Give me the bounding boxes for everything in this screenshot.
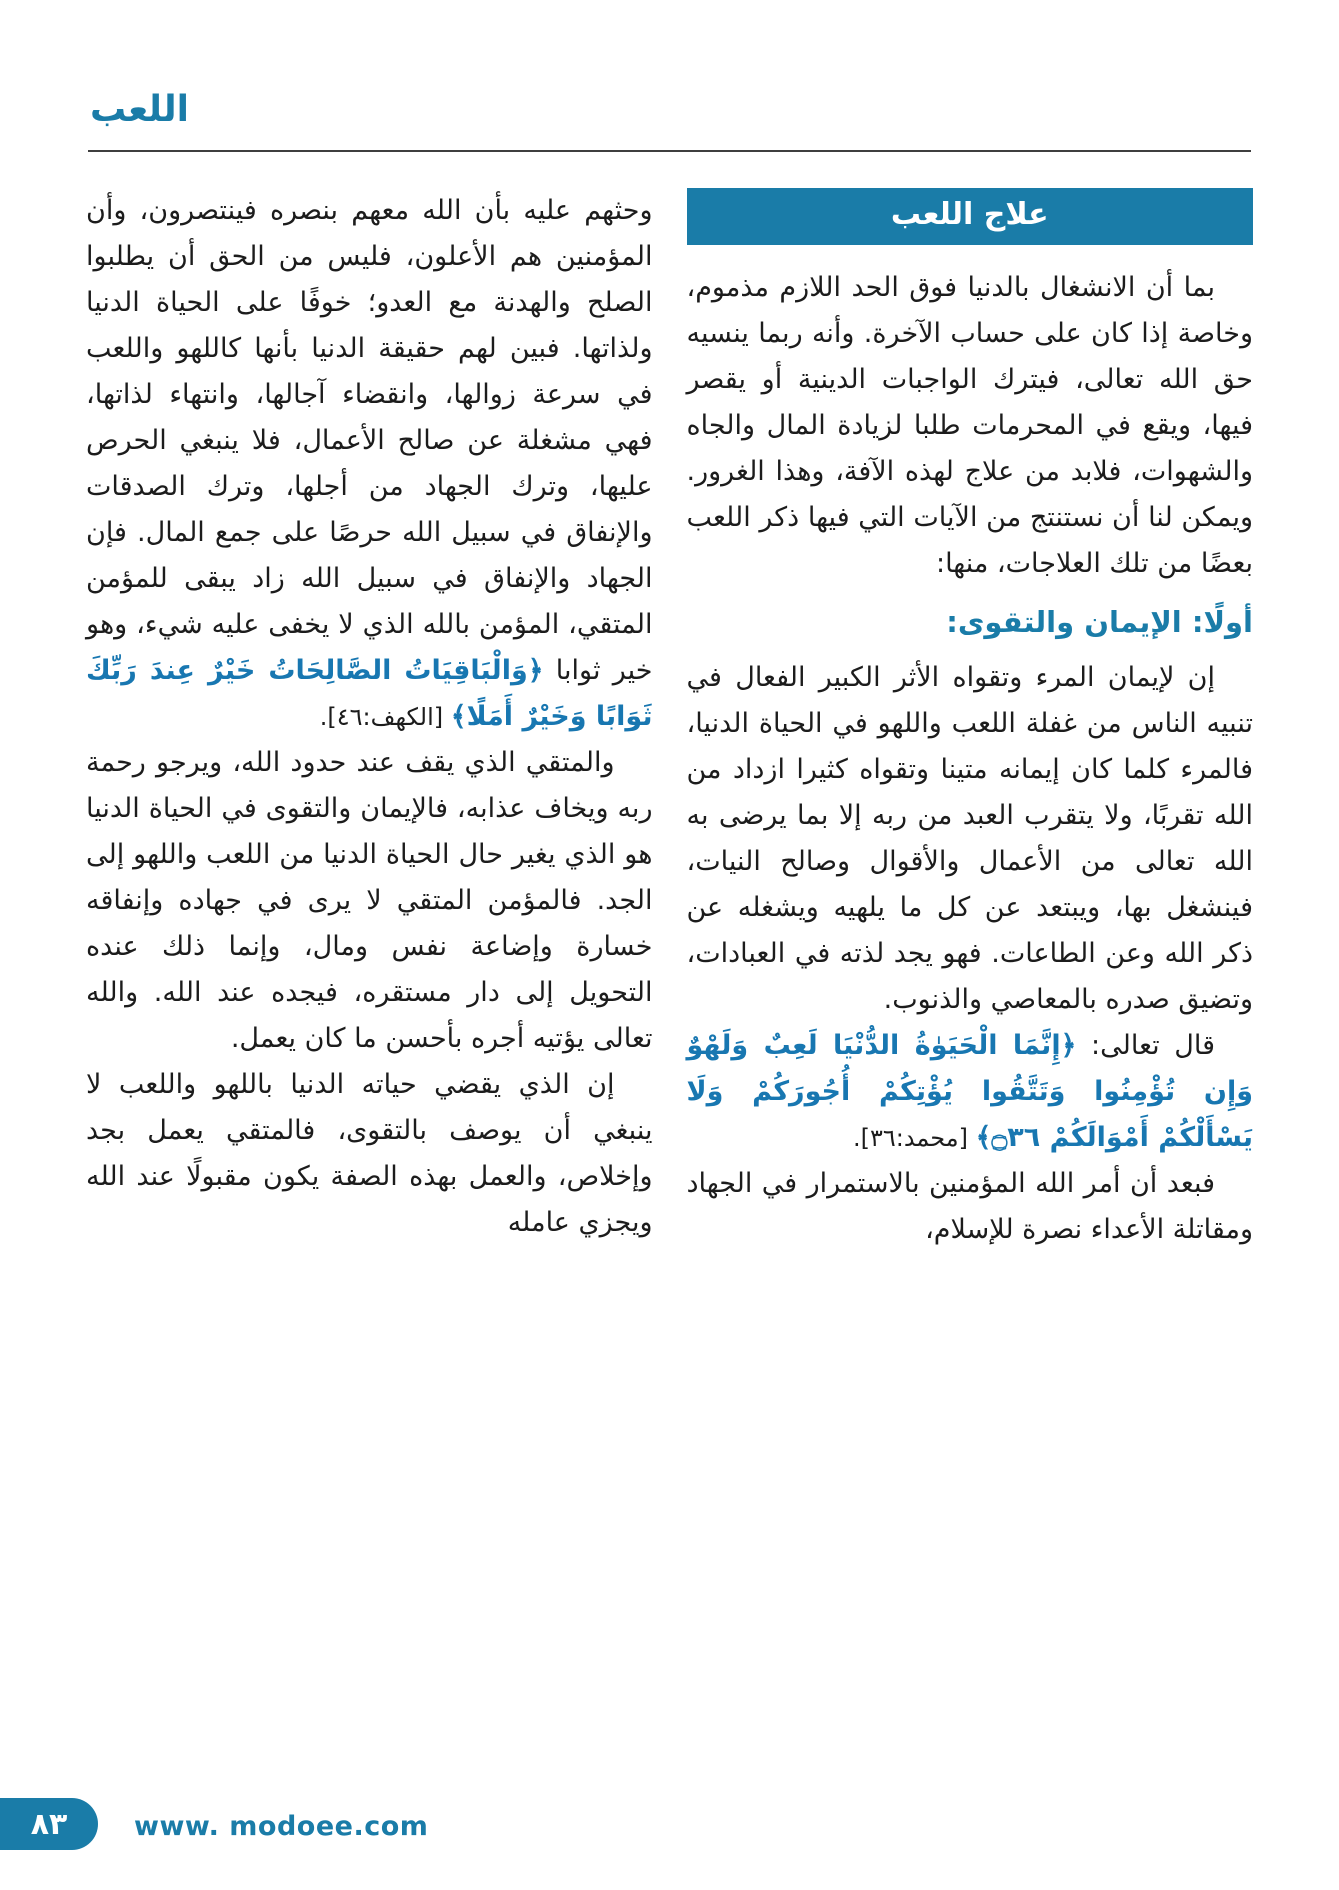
paragraph [687, 1023, 1254, 1161]
text-segment: فبعد أن أمر الله المؤمنين بالاستمرار في الجهاد ومقاتلة الأعداء نصرة للإسلام، [686, 1168, 1253, 1245]
page-header-title: اللعب [90, 89, 189, 130]
paragraph [687, 655, 1254, 1023]
page-number-badge: ٨٣ [0, 1798, 98, 1850]
section-heading-box: علاج اللعب [687, 188, 1254, 245]
text-segment: إن الذي يقضي حياته الدنيا باللهو واللعب لا ينبغي أن يوصف بالتقوى، فالمتقي يعمل بجد وإخلاص، والعمل بهذه الصفة يكون مقبولًا عند الله ويجزي عامله [86, 1069, 653, 1238]
quran-verse: ﴿إِنَّمَا الْحَيَوٰةُ الدُّنْيَا لَعِبٌ وَلَهْوٌ وَإِن تُؤْمِنُوا وَتَتَّقُوا يُؤْتِكُمْ أُجُورَكُمْ وَلَا يَسْأَلْكُمْ أَمْوَالَكُمْ ۝٣٦﴾ [686, 1030, 1253, 1153]
text-columns [86, 188, 1253, 1253]
column-right [687, 188, 1254, 1253]
paragraph [86, 1062, 653, 1246]
text-segment: وحثهم عليه بأن الله معهم بنصره فينتصرون، وأن المؤمنين هم الأعلون، فليس من الحق أن يطلبوا الصلح والهدنة مع العدو؛ خوفًا على الحياة الدنيا ولذاتها. فبين لهم حقيقة الدنيا بأنها كاللهو واللعب في سرعة زوالها، وانقضاء آجالها، وانتهاء لذاتها، فهي مشغلة عن صالح الأعمال، فلا ينبغي الحرص عليها، وترك الجهاد من أجلها، وترك الصدقات والإنفاق في سبيل الله حرصًا على جمع المال. فإن الجهاد والإنفاق في سبيل الله زاد يبقى للمؤمن المتقي، المؤمن بالله الذي لا يخفى عليه شيء، وهو خير ثوابا [86, 195, 653, 686]
verse-reference: [الكهف:٤٦]. [319, 703, 451, 731]
quran-verse: ﴿وَالْبَاقِيَاتُ الصَّالِحَاتُ خَيْرٌ عِندَ رَبِّكَ ثَوَابًا وَخَيْرٌ أَمَلًا﴾ [86, 655, 653, 732]
paragraph [86, 188, 653, 740]
paragraph [687, 265, 1254, 587]
subheading: أولًا: الإيمان والتقوى: [946, 605, 1253, 639]
text-segment: والمتقي الذي يقف عند حدود الله، ويرجو رحمة ربه ويخاف عذابه، فالإيمان والتقوى في الحياة الدنيا هو الذي يغير حال الحياة الدنيا من اللعب واللهو إلى الجد. فالمؤمن المتقي لا يرى في جهاده وإنفاقه خسارة وإضاعة نفس ومال، وإنما ذلك عنده التحويل إلى دار مستقره، فيجده عند الله. والله تعالى يؤتيه أجره بأحسن ما كان يعمل. [86, 747, 653, 1054]
header-rule [88, 150, 1251, 152]
verse-reference: [محمد:٣٦]. [852, 1124, 976, 1152]
column-left [86, 188, 653, 1246]
text-segment: إن لإيمان المرء وتقواه الأثر الكبير الفعال في تنبيه الناس من غفلة اللعب واللهو في الحياة الدنيا، فالمرء كلما كان إيمانه متينا وتقواه كثيرا ازداد من الله تقربًا، ولا يتقرب العبد من ربه إلا بما يرضى به الله تعالى من الأعمال والأقوال وصالح النيات، فينشغل بها، ويبتعد عن كل ما يلهيه ويشغله عن ذكر الله وعن الطاعات. فهو يجد لذته في العبادات، وتضيق صدره بالمعاصي والذنوب. [686, 662, 1253, 1015]
paragraph [86, 740, 653, 1062]
text-segment: قال تعالى: [1076, 1030, 1215, 1061]
paragraph [687, 1161, 1254, 1253]
text-segment: بما أن الانشغال بالدنيا فوق الحد اللازم مذموم، وخاصة إذا كان على حساب الآخرة. وأنه ربما ينسيه حق الله تعالى، فيترك الواجبات الدينية أو يقصر فيها، ويقع في المحرمات طلبا لزيادة المال والجاه والشهوات، فلابد من علاج لهذه الآفة، وهذا الغرور. ويمكن لنا أن نستنتج من الآيات التي فيها ذكر اللعب بعضًا من تلك العلاجات، منها: [686, 272, 1253, 579]
website-url: www. modoee.com [134, 1811, 429, 1842]
